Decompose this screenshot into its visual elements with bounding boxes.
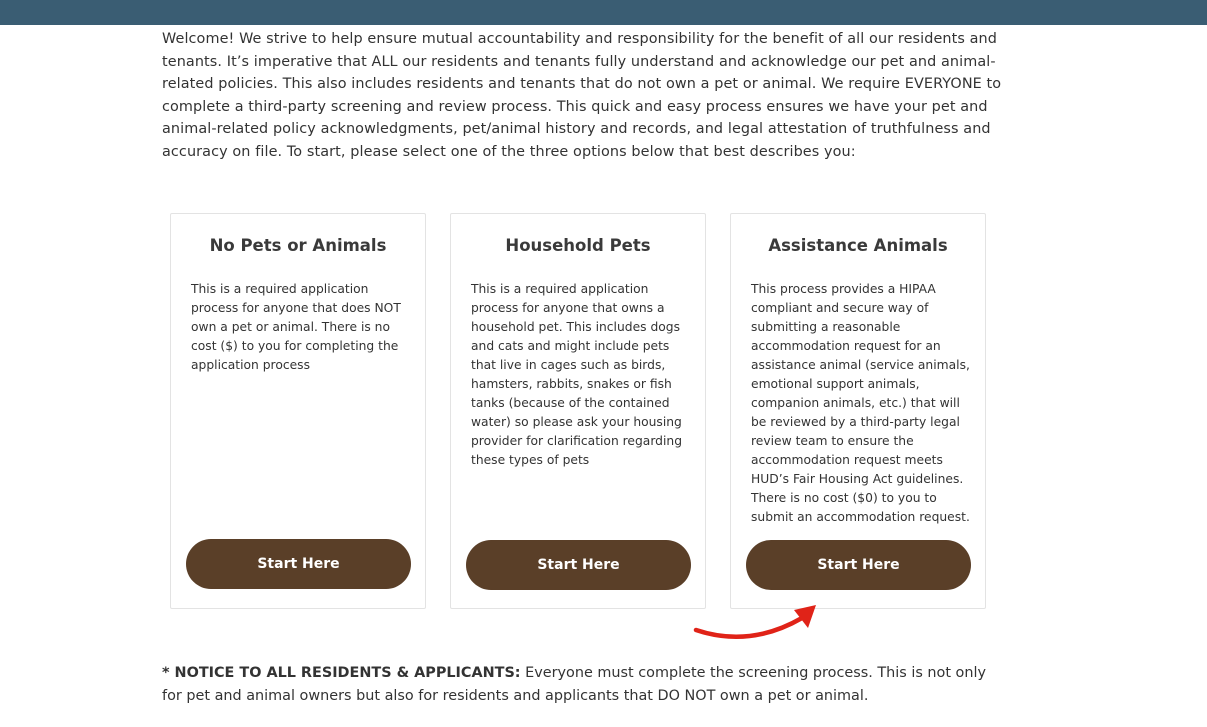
card-description: This is a required application process for anyone that owns a household pet. This includes dogs and cats and might include pets that live in cages such as birds, hamsters, rabbits, snakes or fish tanks (because of the contained water) so please ask your housing provider for clarification regarding these types of pets [471,282,683,467]
notice-label: * NOTICE TO ALL RESIDENTS & APPLICANTS: [162,665,521,681]
top-nav-bar [0,0,1207,25]
card-title: Household Pets [505,236,651,255]
start-here-button-no-pets[interactable]: Start Here [186,539,411,589]
card-household-pets [450,213,706,609]
intro-paragraph: Welcome! We strive to help ensure mutual accountability and responsibility for the benefit of all our residents and tenants. It’s imperative that ALL our residents and tenants fully understand and acknowledge our pet and animal-related policies. This also includes residents and tenants that do not own a pet or animal. We require EVERYONE to complete a third-party screening and review process. This quick and easy process ensures we have your pet and animal-related policy acknowledgments, pet/animal history and records, and legal attestation of truthfulness and accuracy on file. To start, please select one of the three options below that best describes you: [162,31,1002,160]
start-here-button-household-pets[interactable]: Start Here [466,540,691,590]
start-here-button-assistance-animals[interactable]: Start Here [746,540,971,590]
notice-paragraph [162,662,1002,707]
card-description: This process provides a HIPAA compliant and secure way of submitting a reasonable accommodation request for an assistance animal (service animals, emotional support animals, companion animals, etc.) that will be reviewed by a third-party legal review team to ensure the accommodation request meets HUD’s Fair Housing Act guidelines. There is no cost ($0) to you to submit an accommodation request. [751,282,970,524]
card-title: Assistance Animals [768,236,948,255]
card-title: No Pets or Animals [209,236,387,255]
card-no-pets [170,213,426,609]
notice-text: Everyone must complete the screening process. This is not only for pet and animal owners but also for residents and applicants that DO NOT own a pet or animal. [162,665,986,704]
card-description: This is a required application process for anyone that does NOT own a pet or animal. There is no cost ($) to you for completing the application process [191,282,401,372]
card-assistance-animals [730,213,986,609]
curved-arrow-icon [690,600,820,646]
